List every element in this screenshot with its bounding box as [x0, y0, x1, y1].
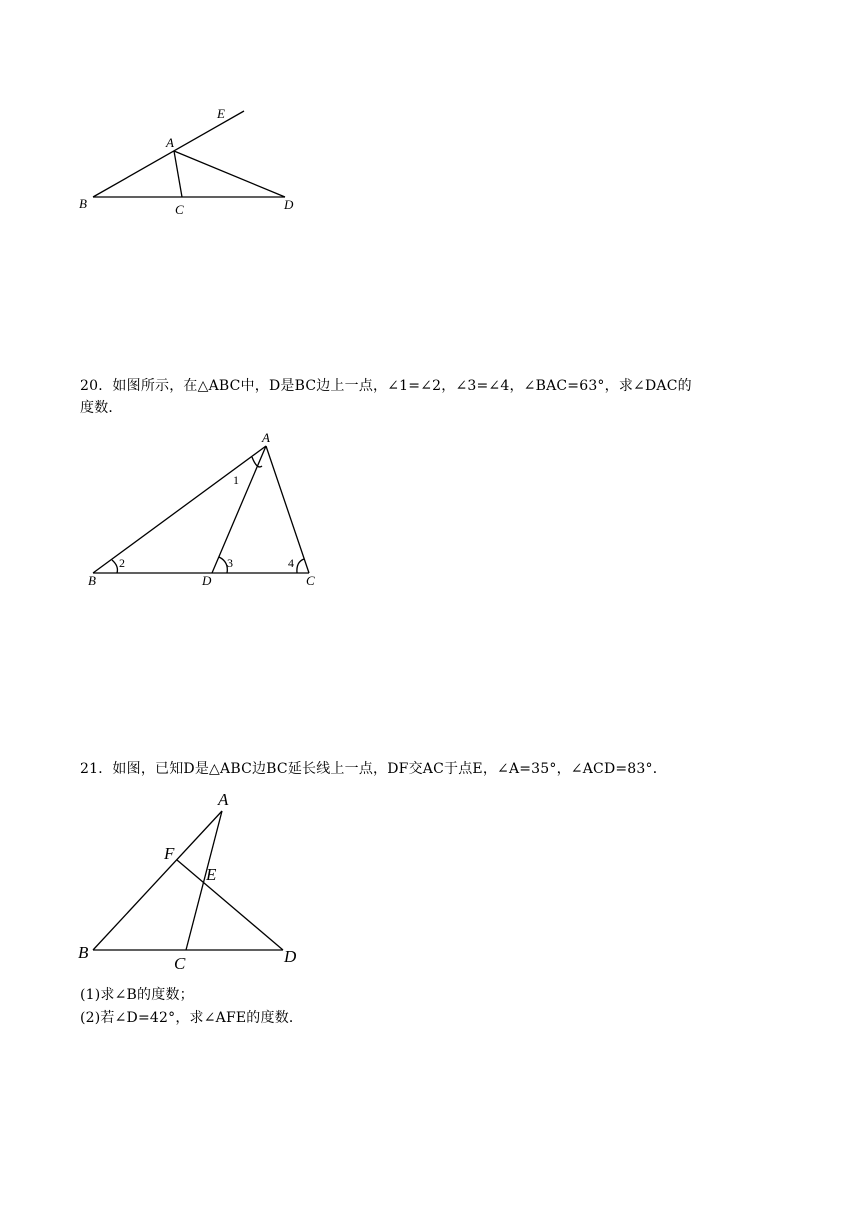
label-C: C — [174, 954, 186, 973]
q21-sub-question-2: (2)若∠D=42°，求∠AFE的度数． — [80, 1010, 304, 1026]
ray-BE — [93, 111, 244, 197]
label-E: E — [206, 865, 217, 884]
label-C: C — [175, 202, 184, 217]
angle-label-3: 3 — [227, 556, 233, 570]
segment-DF — [177, 860, 283, 950]
angle-label-2: 2 — [119, 556, 125, 570]
q20-text-line1: 20．如图所示，在△ABC中，D是BC边上一点，∠1=∠2，∠3=∠4，∠BAC=63°，求∠DAC的 — [80, 378, 692, 394]
label-B: B — [78, 943, 89, 962]
label-A: A — [262, 430, 270, 445]
q21-sub-question-1: (1)求∠B的度数； — [80, 987, 194, 1003]
label-D: D — [284, 947, 297, 966]
angle-label-1: 1 — [233, 473, 239, 487]
segment-AD — [174, 151, 285, 197]
label-A: A — [166, 135, 174, 150]
figure-q21-geometry — [0, 780, 860, 980]
label-C: C — [306, 573, 315, 588]
angle-arc-2 — [112, 560, 117, 573]
angle-label-4: 4 — [288, 556, 294, 570]
label-B: B — [88, 573, 96, 588]
q20-text-line2: 度数． — [80, 400, 123, 416]
label-D: D — [202, 573, 212, 588]
label-A: A — [218, 790, 229, 809]
figure-top-geometry — [0, 0, 860, 240]
segment-AC — [174, 151, 182, 197]
segment-AC — [186, 811, 222, 950]
figure-q20-geometry — [0, 420, 860, 600]
label-B: B — [79, 196, 87, 211]
segment-AB — [93, 446, 266, 573]
label-F: F — [164, 844, 175, 863]
segment-AC — [266, 446, 309, 573]
label-D: D — [284, 197, 294, 212]
q21-text-line1: 21．如图，已知D是△ABC边BC延长线上一点，DF交AC于点E，∠A=35°，∠ACD=83°． — [80, 761, 667, 777]
segment-AB — [93, 811, 222, 950]
angle-arc-4 — [297, 559, 304, 573]
label-E: E — [217, 106, 225, 121]
